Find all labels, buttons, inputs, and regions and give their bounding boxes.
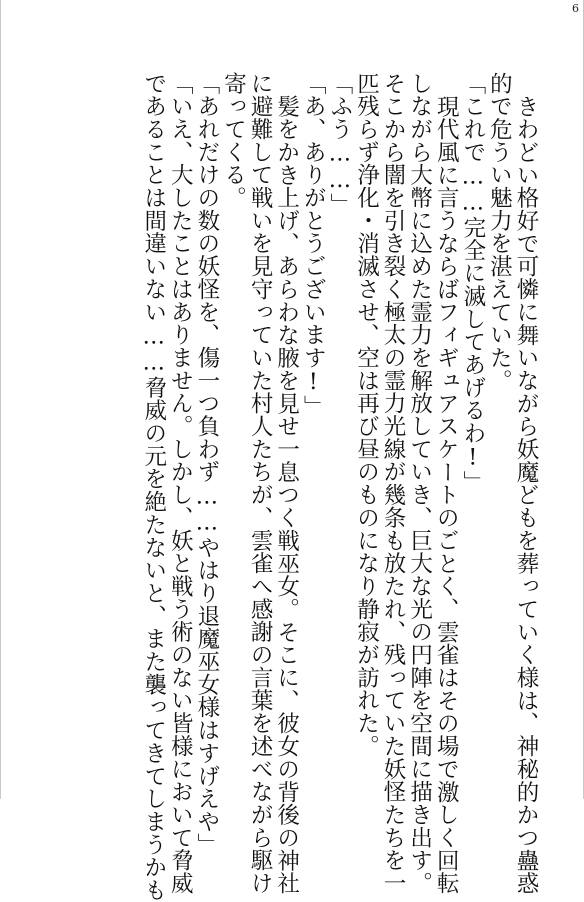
- text-line: 匹残らず浄化・消滅させ、空は再び昼のものになり静寂が訪れた。: [353, 72, 380, 758]
- text-line: 「あれだけの数の妖怪を、傷一つ負わず……やはり退魔巫女様はすげえや」: [193, 72, 220, 856]
- text-line: であることは間違いない……脅威の元を絶たないと、また襲ってきてしまうかも: [140, 72, 167, 902]
- text-line: 寄ってくる。: [220, 72, 247, 210]
- text-line: に避難して戦いを見守っていた村人たちが、雲雀へ感謝の言葉を述べながら駆け: [247, 72, 274, 895]
- text-line: 「あ、ありがとうございます!」: [300, 72, 327, 419]
- text-line: 髪をかき上げ、あらわな腋を見せ一息つく戦巫女。そこに、彼女の背後の神社: [273, 94, 300, 895]
- text-line: 「これで……完全に滅してあげるわ!」: [459, 72, 486, 494]
- text-line: しながら大幣に込めた霊力を解放していき、巨大な光の円陣を空間に描き出す。: [406, 72, 433, 895]
- text-line: 現代風に言うならばフィギュアスケートのごとく、雲雀はその場で激しく回転: [433, 94, 460, 895]
- text-line: そこから闇を引き裂く極太の霊力光線が幾条も放たれ、残っていた妖怪たちを一: [380, 72, 407, 895]
- text-line: 「ふう……」: [326, 72, 353, 217]
- text-line: 的で危うい魅力を湛えていた。: [486, 72, 513, 392]
- vertical-text-body: [140, 72, 539, 902]
- page-number: 6: [572, 2, 579, 15]
- text-line: きわどい格好で可憐に舞いながら妖魔どもを葬っていく様は、神秘的かつ蠱惑: [513, 94, 539, 895]
- text-line: 「いえ、大したことはありません。しかし、妖と戦う術のない皆様において脅威: [167, 72, 194, 895]
